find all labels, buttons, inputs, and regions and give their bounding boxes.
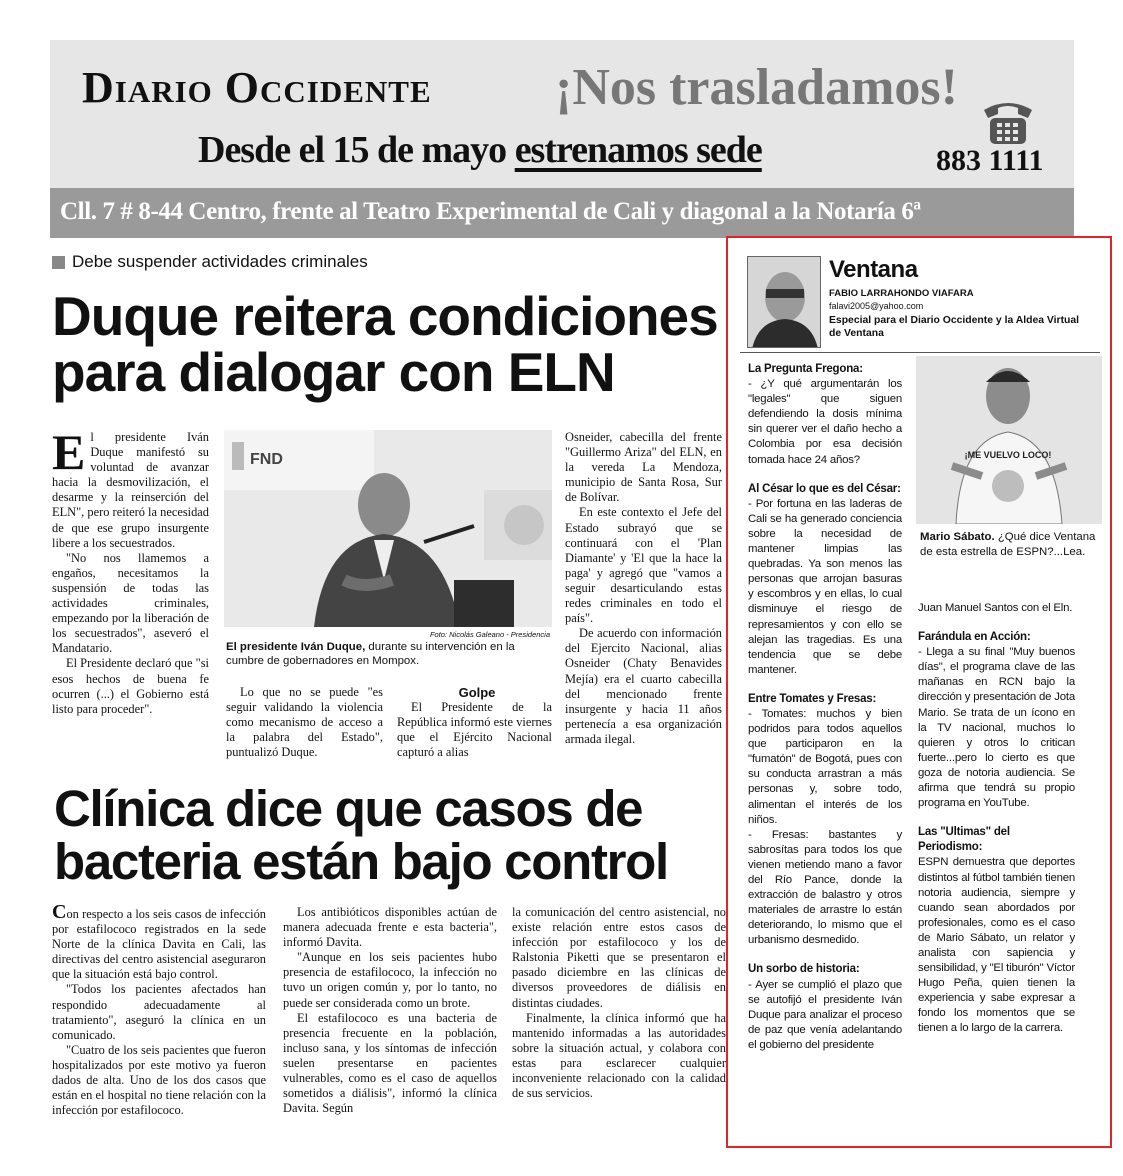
ventana-paragraph: - Fresas: bastantes y sabrosítas para todos los que vienen metiendo mano a favor del Río Pance, donde la extracción de balastro y otros materiales de arrastre lo están deteriorando, lo mismo que el urbanismo desmedido. [748,828,902,947]
ventana-column-2 [918,601,1075,1037]
article-paragraph: "Todos los pacientes afectados han respondido adecuadamente al tratamiento", aseguró la clínica en un comunicado. [52,982,266,1042]
ventana-section-heading: Las "Ultimas" del Periodismo: [918,826,1010,854]
ventana-title: Ventana [829,256,918,283]
article-paragraph: De acuerdo con información del Ejercito Nacional, alias Osneider (Chaty Benavides Mejía) era el cuarto cabecilla del mencionado frente insurgente y hacia 11 años pertenecía a esa organización armada ilegal. [565,626,722,746]
article-paragraph: "No nos llamemos a engaños, necesitamos la suspensión de todas las actividades criminales, empezando por la liberación de los secuestrados", aseveró el Mandatario. [52,550,209,656]
author-photo [747,256,821,348]
article-paragraph [52,424,209,551]
mario-sabato-caption [920,530,1100,560]
ventana-section-heading: Farándula en Acción: [918,631,1031,644]
ventana-email: falavi2005@yahoo.com [829,301,924,311]
article1-column-3 [397,700,552,760]
ad-address: Cll. 7 # 8-44 Centro, frente al Teatro Experimental de Cali y diagonal a la Notaría 6ª [60,198,921,225]
ventana-special-note: Especial para el Diario Occidente y la Aldea Virtual de Ventana [829,315,1080,339]
article-paragraph: En este contexto el Jefe del Estado subrayó que se continuará con el 'Plan Diamante' y 'El que la hace la paga' y agregó que "vamos a seguir desarticulando estas redes criminales en todo el país". [565,505,722,626]
drop-cap: C [52,901,67,923]
ventana-paragraph: - Ayer se cumplió el plazo que se autofijó el presidente Iván Duque para analizar el proceso de paz que venía adelantando el gobierno del presidente [748,978,902,1051]
caption-bold: Mario Sábato. [920,531,995,543]
article-paragraph: la comunicación del centro asistencial, no existe relación entre estos casos de infección por estafilococo y los de Ralstonia Piketti que se presentaron el pasado diciembre en las clínicas de diversos proveedores de diálisis en distintas ciudades. [512,905,726,1010]
article-paragraph: El estafilococo es una bacteria de presencia frecuente en la población, incluso sana, y los síntomas de infección suelen presentarse en pacientes vulnerables, como es el caso de aquellos sometidos a diálisis", informó la clínica Davita. Según [283,1010,497,1116]
article-paragraph: Los antibióticos disponibles actúan de manera adecuada frente e esta bacteria", informó Davita. [283,905,497,950]
caption-rest: ¿Qué dice Ventana de esta estrella de ESPN?...Lea. [920,531,1096,558]
president-speaking-illustration [224,430,552,627]
article2-headline: Clínica dice que casos de bacteria están bajo control [54,780,668,890]
smiling-man-illustration [916,356,1102,524]
paragraph-text: l presidente Iván Duque manifestó su voluntad de avanzar hacia la desmovilización, el desarme y la reinserción del ELN", pero reiteró la necesidad de que ese grupo insurgente libere a los secuestrados. [52,430,209,550]
telephone-icon [980,96,1036,146]
ventana-paragraph: ESPN demuestra que deportes distintos al fútbol también tienen notoria audiencia, siempre y cuando sean abordados por profesionales, como es el caso de Mario Sábato, un relator y analista con sapiencia y sensibilidad, y "El tiburón" Víctor Hugo Peña, quien tienen la experiencia y sabe expresar a fondo los momentos que se tienen a lo largo de la carrera. [918,856,1075,1035]
article-paragraph: "Cuatro de los seis pacientes que fueron hospitalizados por este motivo ya fueron dados de alta. Uno de los dos casos que están en el hospital no tiene relación con la infección por estafilococo. [52,1042,266,1118]
article-paragraph: Lo que no se puede "es seguir validando la violencia como mecanismo de acceso a la palabra del Estado", puntualizó Duque. [226,685,383,760]
ventana-section-heading: Entre Tomates y Fresas: [748,692,877,705]
ad-sub-prefix: Desde el 15 de mayo [198,129,515,171]
ventana-paragraph: - Tomates: muchos y bien podridos para todos aquellos que participaron en la "fumatón" de Bogotá, pues con su conducta arrastran a más personas y, sobre todo, alimentan el interés de los niños. [748,707,902,826]
ventana-paragraph: - ¿Y qué argumentarán los "legales" que siguen defendiendo la dosis mínima sin querer ver el daño hecho a Colombia por esa decisión tomada hace 24 años? [748,378,902,466]
ventana-paragraph: - Por fortuna en las laderas de Cali se ha generado conciencia sobre la necesidad de mantener limpias las quebradas. Ya son menos las personas que arrojan basuras y escombros y en ellas, lo cual disminuye el riesgo de represamientos y con ello se alejan las tragedias. Es una tendencia que se debe mantener. [748,497,902,676]
caption-bold: El presidente Iván Duque, [226,641,366,653]
kicker-text: Debe suspender actividades criminales [72,252,368,271]
caption-rest: durante su intervención en la cumbre de gobernadores en Mompox. [226,641,515,667]
photo-sign-text: FND [250,451,283,468]
ventana-divider [740,352,1100,353]
article-paragraph: Osneider, cabecilla del frente "Guillermo Ariza" del ELN, en la vereda La Mendoza, municipio de Santa Rosa, Sur de Bolívar. [565,430,722,505]
article1-column-4 [565,430,722,747]
photo-caption [226,641,552,668]
ad-headline: ¡Nos trasladamos! [555,59,958,116]
article-paragraph: El Presidente de la República informó este viernes que el Ejército Nacional capturó a alias [397,700,552,760]
ventana-paragraph: Juan Manuel Santos con el Eln. [918,602,1073,614]
article1-subhead: Golpe [458,685,496,700]
article1-kicker [52,252,368,272]
article-paragraph: "Aunque en los seis pacientes hubo presencia de estafilococo, la infección no tuvo un origen común y, por lo tanto, no puede ser considerada como un brote. [283,950,497,1010]
ventana-section-heading: Al César lo que es del César: [748,482,901,495]
article2-column-1 [52,901,266,1118]
paragraph-text: on respecto a los seis casos de infección por estafilococo registrados en la sede Norte de la clínica Davita en Cali, las directivas del centro asistencial aseguraron que la situación está bajo control. [52,907,266,982]
article2-column-3 [512,905,726,1101]
ventana-section-heading: Un sorbo de historia: [748,963,860,976]
ventana-column-1 [748,362,902,1053]
shirt-text: ¡ME VUELVO LOCO! [964,450,1052,460]
article1-photo [224,430,552,627]
ad-subheadline [198,128,762,172]
article1-column-1 [52,424,209,717]
newspaper-logo: Diario Occidente [82,63,432,112]
article-paragraph: El Presidente declaró que "si esos hechos de buena fe ocurren (...) el Gobierno está listo para proceder". [52,656,209,716]
ad-sub-underlined: estrenamos sede [514,129,762,171]
ventana-author: FABIO LARRAHONDO VIAFARA [829,288,974,299]
article2-column-2 [283,905,497,1116]
author-portrait-illustration [748,257,821,348]
article1-column-2 [226,685,383,760]
kicker-square-icon [52,256,65,269]
ventana-section-heading: La Pregunta Fregona: [748,363,863,375]
article-paragraph: Finalmente, la clínica informó que ha mantenido informadas a las autoridades sobre la situación actual, y colabora con estas para esclarecer cualquier inconveniente relacionado con la calidad de sus servicios. [512,1010,726,1101]
ad-phone-number: 883 1111 [936,144,1044,177]
photo-credit: Foto: Nicolás Galeano - Presidencia [429,630,550,639]
mario-sabato-photo [916,356,1102,524]
drop-cap: E [52,424,86,480]
article-paragraph [52,901,266,982]
article1-headline: Duque reitera condiciones para dialogar con ELN [52,285,718,403]
ventana-paragraph: - Llega a su final "Muy buenos días", el programa clave de las mañanas en RCN bajo la dirección y presentación de Jota Mario. Se trata de un ícono en la TV nacional, muchos lo quieren y otros lo critican fuerte...pero lo cierto es que goza de notoria audiencia. Se afirma que tendrá su propio programa en YouTube. [918,646,1075,810]
ad-banner [50,40,1074,238]
